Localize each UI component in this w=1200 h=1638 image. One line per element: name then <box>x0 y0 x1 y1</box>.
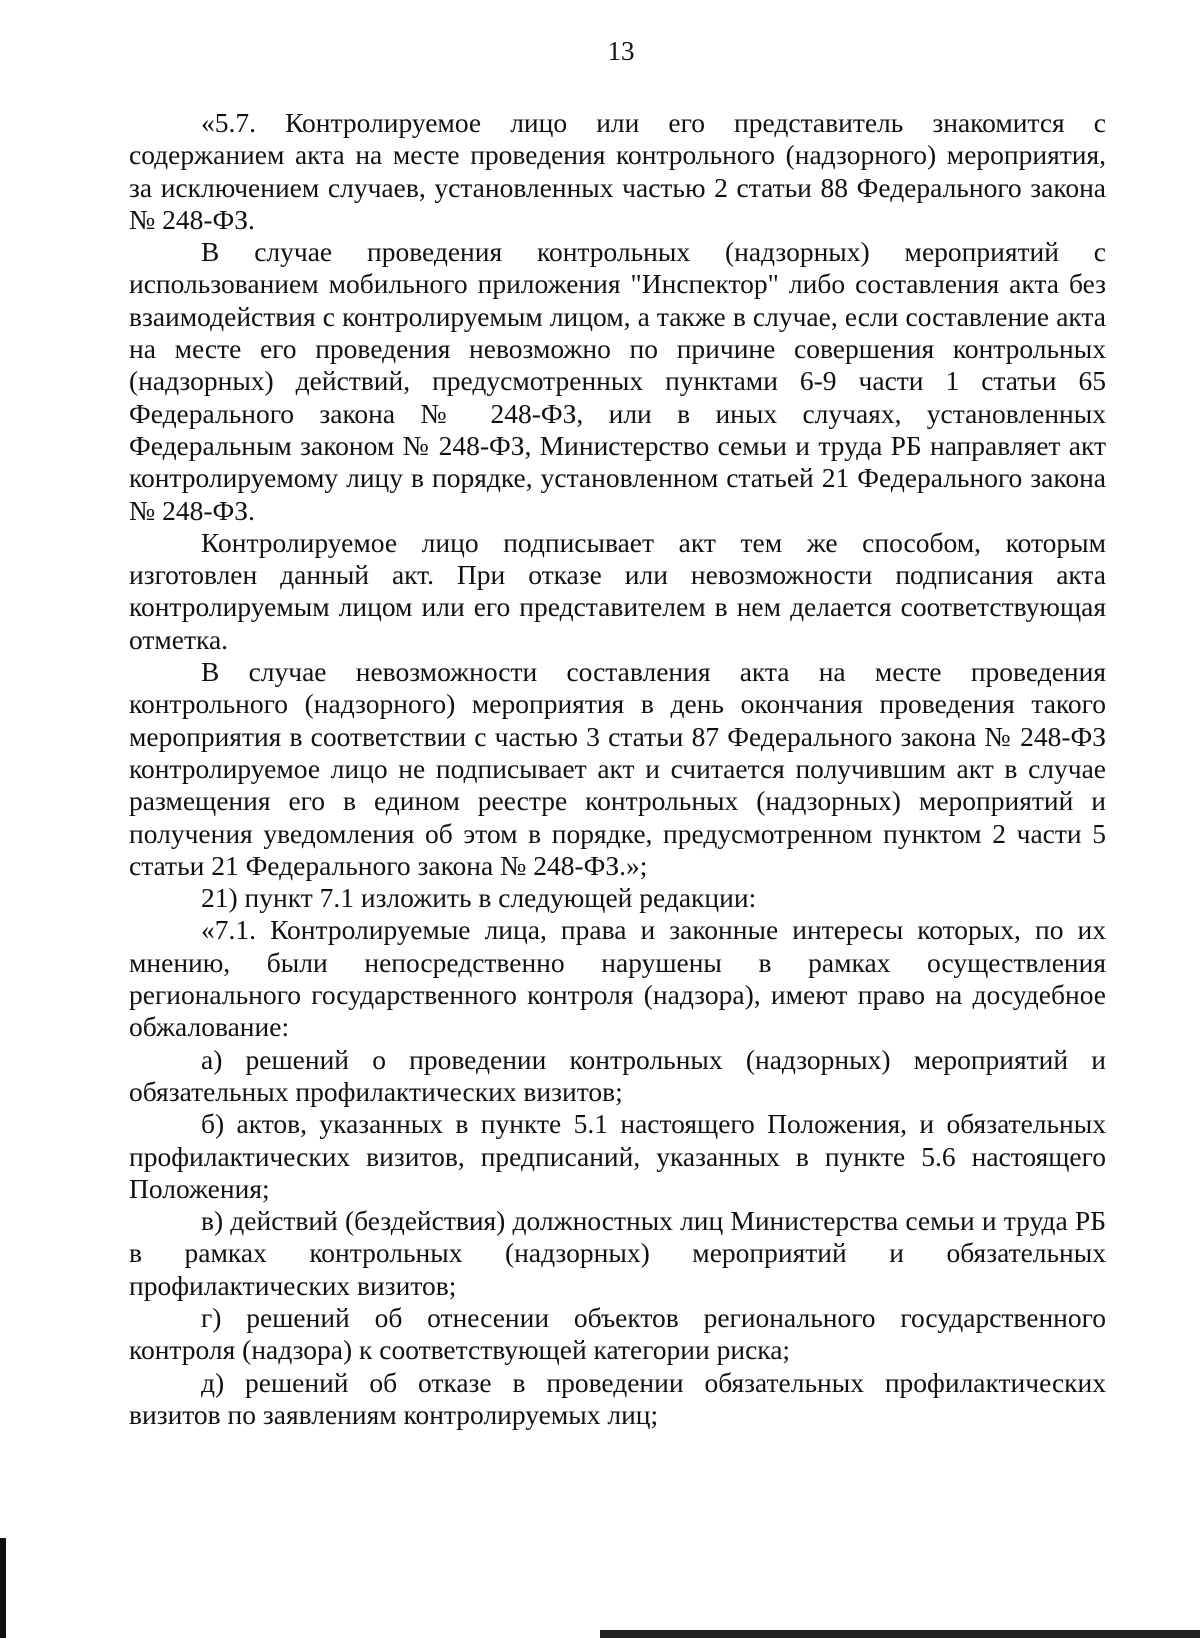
paragraph-signing-act: Контролируемое лицо подписывает акт тем же способом, которым изготовлен данный акт. При отказе или невозможности подписания акта контролируемым лицом или его представителем в нем делается соответствующая отметка. <box>129 526 1106 655</box>
paragraph-impossibility: В случае невозможности составления акта на месте проведения контрольного (надзорного) мероприятия в день окончания проведения такого мероприятия в соответствии с частью 3 статьи 87 Федерального закона № 248-ФЗ контролируемое лицо не подписывает акт и считается получившим акт в случае размещения его в едином реестре контрольных (надзорных) мероприятий и получения уведомления об этом в порядке, предусмотренном пунктом 2 части 5 статьи 21 Федерального закона № 248-ФЗ.»; <box>129 656 1106 881</box>
page-number: 13 <box>607 36 635 66</box>
list-item-d: д) решений об отказе в проведении обязательных профилактических визитов по заявлениям контролируемых лиц; <box>129 1366 1106 1430</box>
scan-edge-left <box>0 1538 6 1638</box>
paragraph-item-21: 21) пункт 7.1 изложить в следующей редакции: <box>201 882 757 914</box>
paragraph-5-7: «5.7. Контролируемое лицо или его представитель знакомится с содержанием акта на месте проведения контрольного (надзорного) мероприятия, за исключением случаев, установленных частью 2 статьи 88 Федерального закона № 248-ФЗ. <box>129 107 1106 235</box>
paragraph-inspector-app: В случае проведения контрольных (надзорных) мероприятий с использованием мобильного приложения "Инспектор" либо составления акта без взаимодействия с контролируемым лицом, а также в случае, если составление акта на месте его проведения невозможно по причине совершения контрольных (надзорных) действий, предусмотренных пунктами 6-9 части 1 статьи 65 Федерального закона № 248-ФЗ, или в иных случаях, установленных Федеральным законом № 248-ФЗ, Министерство семьи и труда РБ направляет акт контролируемому лицу в порядке, установленном статьей 21 Федерального закона № 248-ФЗ. <box>129 236 1106 526</box>
list-item-a: а) решений о проведении контрольных (надзорных) мероприятий и обязательных профилактических визитов; <box>129 1043 1106 1107</box>
list-item-g: г) решений об отнесении объектов регионального государственного контроля (надзора) к соответствующей категории риска; <box>129 1301 1106 1366</box>
scan-edge-bottom <box>600 1630 1200 1638</box>
paragraph-7-1: «7.1. Контролируемые лица, права и законные интересы которых, по их мнению, были непосредственно нарушены в рамках осуществления регионального государственного контроля (надзора), имеют право на досудебное обжалование: <box>129 914 1106 1043</box>
list-item-v: в) действий (бездействия) должностных лиц Министерства семьи и труда РБ в рамках контрольных (надзорных) мероприятий и обязательных профилактических визитов; <box>129 1205 1106 1301</box>
document-body <box>129 107 1106 1431</box>
list-item-b: б) актов, указанных в пункте 5.1 настоящего Положения, и обязательных профилактических визитов, предписаний, указанных в пункте 5.6 настоящего Положения; <box>129 1108 1106 1204</box>
